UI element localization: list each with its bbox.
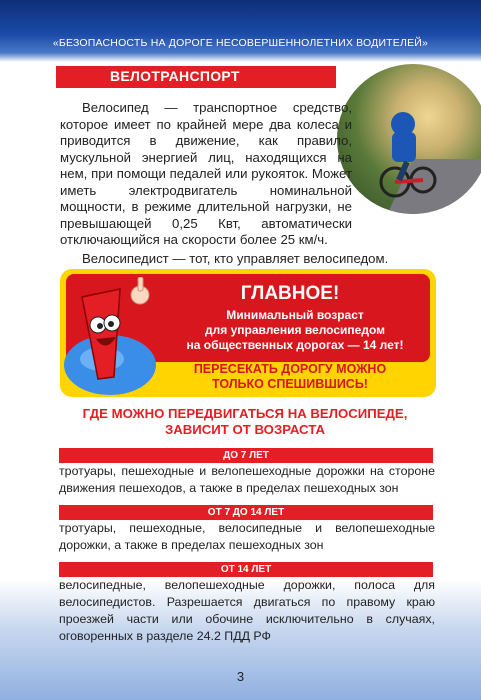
exclamation-mascot-icon	[62, 277, 162, 397]
age-group-label: ОТ 14 ЛЕТ	[59, 562, 433, 577]
callout-heading: ГЛАВНОЕ!	[240, 283, 340, 304]
callout-line: для управления велосипедом	[205, 323, 385, 337]
age-group-text: тротуары, пешеходные, велосипедные и велопешеходные дорожки, а также в пределах пешеходных зон	[59, 521, 435, 552]
callout-min-age-text	[160, 308, 430, 353]
age-group-label: ДО 7 ЛЕТ	[59, 448, 433, 463]
callout-line: на общественных дорогах — 14 лет!	[186, 338, 404, 352]
header-title: «БЕЗОПАСНОСТЬ НА ДОРОГЕ НЕСОВЕРШЕННОЛЕТНИХ ВОДИТЕЛЕЙ»	[52, 37, 429, 49]
cyclist-icon	[337, 64, 481, 214]
page-number: 3	[236, 669, 245, 684]
age-group-text: велосипедные, велопешеходные дорожки, полоса для велосипедистов. Разрешается двигаться по правому краю проезжей части или обочине исключительно в случаях, оговоренных в разделе 24.2 ПДД РФ	[59, 578, 435, 643]
header-band	[0, 0, 481, 62]
callout-line: Минимальный возраст	[226, 308, 364, 322]
cyclist-photo	[337, 64, 481, 214]
age-group-text: тротуары, пешеходные и велопешеходные дорожки на стороне движения пешеходов, а также в пределах пешеходных зон	[59, 464, 435, 495]
warning-line: ПЕРЕСЕКАТЬ ДОРОГУ МОЖНО	[193, 362, 387, 376]
ages-section-title	[80, 406, 410, 438]
callout-warning	[150, 362, 430, 392]
ages-title-line: ЗАВИСИТ ОТ ВОЗРАСТА	[165, 422, 325, 437]
section-title: ВЕЛОТРАНСПОРТ	[110, 68, 240, 84]
definition-cyclist: Велосипедист — тот, кто управляет велосипедом.	[82, 251, 389, 266]
age-group-label: ОТ 7 ДО 14 ЛЕТ	[59, 505, 433, 520]
ages-title-line: ГДЕ МОЖНО ПЕРЕДВИГАТЬСЯ НА ВЕЛОСИПЕДЕ,	[82, 406, 408, 421]
definition-bicycle: Велосипед — транспортное средство, которое имеет по крайней мере два колеса и приводится в движение, как правило, мускульной энергией лиц, находящихся на нем, при помощи педалей или рукояток. Может иметь электродвигатель номинальной мощности, в режиме длительной нагрузки, не превышающей 0,25 Квт, автоматически отключающийся на скорости более 25 км/ч.	[60, 100, 352, 247]
warning-line: ТОЛЬКО СПЕШИВШИСЬ!	[212, 377, 368, 391]
